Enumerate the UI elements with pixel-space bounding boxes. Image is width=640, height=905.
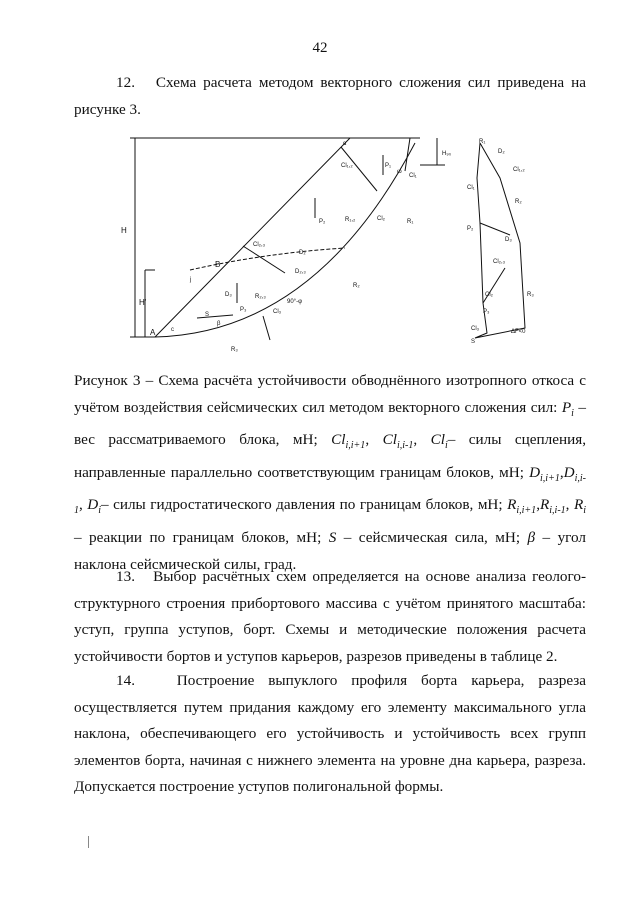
label-b: B [215, 260, 221, 269]
label-cl2: Cl₂ [377, 216, 385, 222]
slip-surface [155, 143, 415, 337]
label-cl1: Cl₁ [409, 173, 417, 179]
caption-cohesion: силы сцепления, направленные параллельно соответствующим границам блоков, мН; [74, 431, 587, 481]
polygon-label-s: S [471, 339, 476, 345]
label-h-prime: H' [139, 298, 147, 307]
label-p1: P₁ [385, 163, 392, 169]
label-r12: R₁,₂ [345, 217, 356, 223]
polygon-label-p3: P₃ [483, 309, 490, 315]
label-phi90: 90°-φ [287, 299, 302, 305]
label-h: H [121, 226, 127, 235]
label-p3: P₃ [240, 307, 247, 313]
label-h90: H₉₀ [442, 151, 452, 157]
label-d2: D₂ [299, 250, 306, 256]
polygon-label-r1: R₁ [479, 139, 486, 145]
polygon-label-d3: D₃ [505, 237, 512, 243]
polygon-label-cl12: Cl₁,₂ [513, 167, 525, 173]
margin-mark [88, 836, 89, 848]
label-s: S [205, 312, 210, 318]
label-cl23: Cl₂,₃ [253, 242, 266, 248]
label-r2: R₂ [353, 283, 360, 289]
paragraph-12: 12. Схема расчета методом векторного сложения сил приведена на рисунке 3. [74, 74, 586, 118]
caption-angle: – угол наклона сейсмической силы, град. [74, 529, 586, 573]
polygon-label-df: ΔF<0 [511, 329, 526, 335]
figure-3 [115, 133, 555, 363]
polygon-label-r2: R₂ [515, 199, 522, 205]
paragraph-14: 14. Построение выпуклого профиля борта карьера, разреза осуществляется путем придания каждому его элементу максимального угла наклона, обеспечивающего его устойчивость и устойчивость всех групп элементов борта, начиная с нижнего элемента на уровне дна карьера, разреза. Допускается построение уступов полигональной формы. [74, 672, 586, 796]
slope-stability-diagram [115, 133, 555, 363]
caption-lead: Рисунок 3 – Схема расчёта устойчивости обводнённого изотропного откоса с учётом воздействия сейсмических сил методом векторного сложения сил: [74, 372, 586, 416]
label-alpha: α [343, 141, 347, 147]
label-j: j [190, 277, 192, 283]
label-cl3: Cl₃ [273, 309, 282, 315]
polygon-label-cl1: Cl₁ [467, 185, 475, 191]
label-d3: D₃ [225, 292, 232, 298]
caption-hydrostatic: силы гидростатического давления по границам блоков, мН; [108, 496, 508, 514]
label-cl12: Cl₁,₂ [341, 163, 353, 169]
label-r3: R₃ [231, 347, 238, 353]
caption-weight: – вес рассматриваемого блока, мН; [74, 398, 586, 449]
caption-reactions: – реакции по границам блоков, мН; [74, 529, 329, 547]
label-omega: ω [397, 169, 402, 175]
paragraph-13: 13. Выбор расчётных схем определяется на основе анализа геолого-структурного строения прибортового массива с учётом принятого масштаба: уступ, группа уступов, борт. Схемы и методические положения расчета устойчивости бортов и уступов карьеров, разрезов приведены в таблице 2. [74, 568, 586, 665]
page-number: 42 [312, 40, 328, 56]
label-d23: D₂,₃ [295, 269, 306, 275]
polygon-label-cl2: Cl₂ [485, 292, 493, 298]
polygon-label-r3: R₃ [527, 292, 534, 298]
label-a: A [150, 328, 156, 337]
label-beta: β [217, 321, 221, 327]
label-c: c [171, 327, 174, 333]
slope-face [155, 138, 420, 337]
label-r23: R₂,₃ [255, 294, 266, 300]
label-r1: R₁ [407, 219, 414, 225]
label-p2: P₂ [319, 219, 326, 225]
polygon-label-p2: P₂ [467, 226, 474, 232]
figure-caption: Рисунок 3 – Схема расчёта устойчивости обводнённого изотропного откоса с учётом воздействия сейсмических сил методом векторного сложения сил: $P_i$ – вес рассматриваемого блока, мН; $Cl_{i,i+1}$, $Cl_{i,i-1}$, $Cl_i-$ силы сцепления, направленные параллельно соответствующим границам блоков, мН; $D_{i,i+1},D_{i,i-1}$, $D_i-$ силы гидростатического давления по границам блоков, мН; $R_{i,i+1},R_{i,i-1}$, $R_i$ – реакции по границам блоков, мН; S – сейсмическая сила, мН; β – угол наклона сейсмической силы, град. [74, 372, 587, 573]
caption-seismic: – сейсмическая сила, мН; [336, 529, 528, 547]
polygon-label-cl23: Cl₂,₃ [493, 259, 506, 265]
water-table [190, 248, 345, 270]
polygon-label-cl3: Cl₃ [471, 326, 480, 332]
polygon-label-d2: D₂ [498, 149, 505, 155]
